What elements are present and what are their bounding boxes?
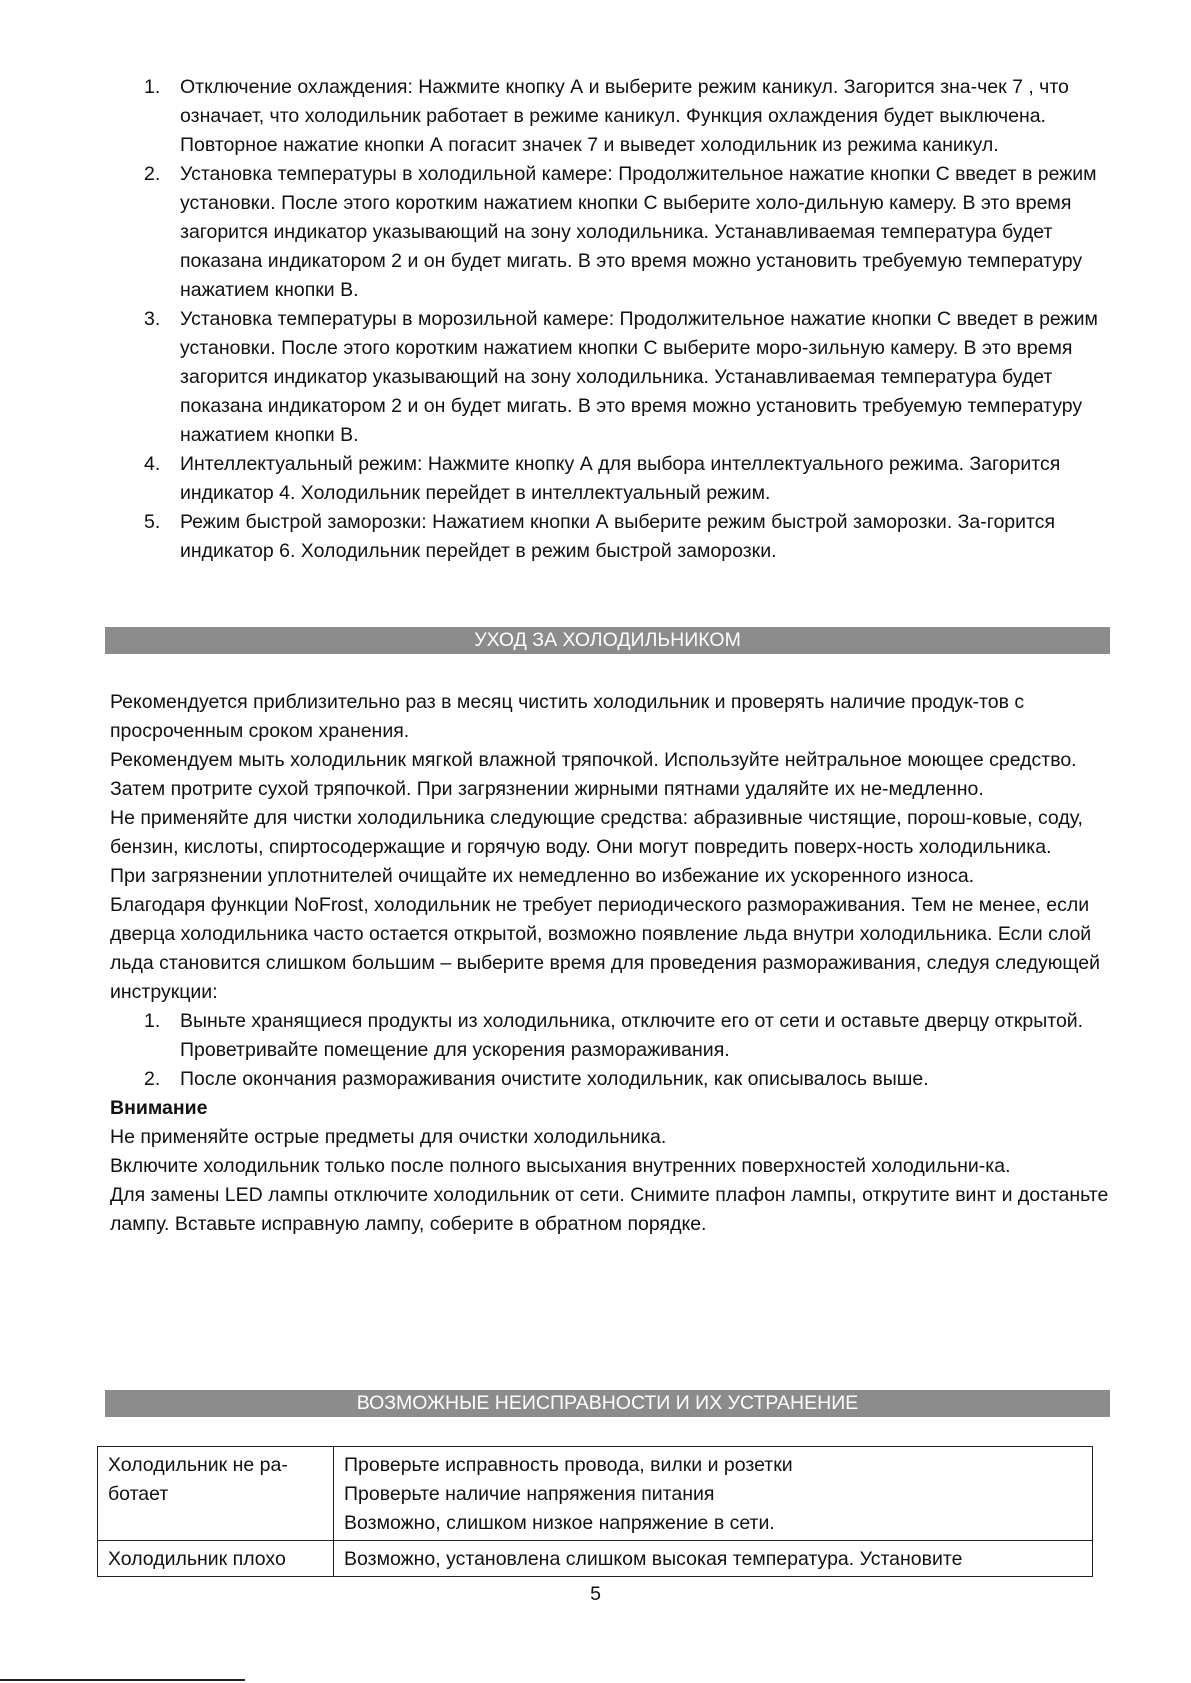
- care-section-body: [110, 688, 1110, 1239]
- remedy-line: Проверьте исправность провода, вилки и розетки: [344, 1454, 793, 1476]
- list-text: Выньте хранящиеся продукты из холодильника, отключите его от сети и оставьте дверцу открытой. Проветривайте помещение для ускорения размораживания.: [180, 1010, 1084, 1061]
- list-item: [110, 160, 1105, 305]
- problem-cell: Холодильник плохо: [98, 1541, 334, 1577]
- footer-rule: [0, 1679, 245, 1681]
- defrost-steps: [110, 1007, 1110, 1094]
- paragraph: Включите холодильник только после полного высыхания внутренних поверхностей холодильни-ка.: [110, 1155, 1011, 1177]
- list-item: [110, 305, 1105, 450]
- faults-section-heading: ВОЗМОЖНЫЕ НЕИСПРАВНОСТИ И ИХ УСТРАНЕНИЕ: [105, 1390, 1110, 1417]
- faults-table: [97, 1446, 1093, 1577]
- page-number: 5: [590, 1583, 601, 1605]
- paragraph: Для замены LED лампы отключите холодильник от сети. Снимите плафон лампы, открутите винт и достаньте лампу. Вставьте исправную лампу, соберите в обратном порядке.: [110, 1184, 1109, 1235]
- list-text: Интеллектуальный режим: Нажмите кнопку А для выбора интеллектуального режима. Загорится индикатор 4. Холодильник перейдет в интеллектуальный режим.: [180, 453, 1061, 504]
- list-number: 5.: [144, 511, 161, 533]
- control-panel-instructions: [110, 73, 1105, 566]
- table-row: [98, 1541, 1093, 1577]
- remedy-line: Возможно, установлена слишком высокая температура. Установите: [344, 1548, 963, 1570]
- list-text: После окончания размораживания очистите холодильник, как описывалось выше.: [180, 1068, 929, 1090]
- remedy-line: Проверьте наличие напряжения питания: [344, 1483, 715, 1505]
- paragraph: Рекомендуется приблизительно раз в месяц чистить холодильник и проверять наличие продук-тов с просроченным сроком хранения.: [110, 691, 1025, 742]
- list-text: Режим быстрой заморозки: Нажатием кнопки А выберите режим быстрой заморозки. За-горится индикатор 6. Холодильник перейдет в режим быстрой заморозки.: [180, 511, 1056, 562]
- care-section-heading: УХОД ЗА ХОЛОДИЛЬНИКОМ: [105, 627, 1110, 654]
- table-row: [98, 1447, 1093, 1541]
- problem-cell: Холодильник не ра-ботает: [98, 1447, 334, 1541]
- remedy-line: Возможно, слишком низкое напряжение в сети.: [344, 1512, 775, 1534]
- paragraph: Рекомендуем мыть холодильник мягкой влажной тряпочкой. Используйте нейтральное моющее средство. Затем протрите сухой тряпочкой. При загрязнении жирными пятнами удаляйте их не-медленно.: [110, 749, 1077, 800]
- paragraph: При загрязнении уплотнителей очищайте их немедленно во избежание их ускоренного износа.: [110, 865, 975, 887]
- paragraph: Не применяйте острые предметы для очистки холодильника.: [110, 1126, 667, 1148]
- list-item: [110, 508, 1105, 566]
- list-text: Установка температуры в морозильной камере: Продолжительное нажатие кнопки С введет в режим установки. После этого коротким нажатием кнопки С выберите моро-зильную камеру. В это время загорится индикатор указывающий на зону холодильника. Устанавливаемая температура будет показана индикатором 2 и он будет мигать. В это время можно установить требуемую температуру нажатием кнопки В.: [180, 308, 1098, 446]
- list-number: 2.: [144, 163, 161, 185]
- attention-heading: Внимание: [110, 1097, 208, 1119]
- remedy-cell: [334, 1541, 1093, 1577]
- list-number: 1.: [144, 76, 161, 98]
- list-number: 2.: [144, 1068, 161, 1090]
- list-item: [110, 73, 1105, 160]
- list-text: Установка температуры в холодильной камере: Продолжительное нажатие кнопки С введет в режим установки. После этого коротким нажатием кнопки С выберите холо-дильную камеру. В это время загорится индикатор указывающий на зону холодильника. Устанавливаемая температура будет показана индикатором 2 и он будет мигать. В это время можно установить требуемую температуру нажатием кнопки В.: [180, 163, 1097, 301]
- list-number: 1.: [144, 1010, 161, 1032]
- remedy-cell: [334, 1447, 1093, 1541]
- list-number: 3.: [144, 308, 161, 330]
- paragraph: Благодаря функции NoFrost, холодильник не требует периодического размораживания. Тем не менее, если дверца холодильника часто остается открытой, возможно появление льда внутри холодильника. Если слой льда становится слишком большим – выберите время для проведения размораживания, следуя следующей инструкции:: [110, 894, 1100, 1003]
- list-number: 4.: [144, 453, 161, 475]
- list-item: [110, 1007, 1110, 1065]
- list-item: [110, 450, 1105, 508]
- paragraph: Не применяйте для чистки холодильника следующие средства: абразивные чистящие, порош-ковые, соду, бензин, кислоты, спиртосодержащие и горячую воду. Они могут повредить поверх-ность холодильника.: [110, 807, 1083, 858]
- list-item: [110, 1065, 1110, 1094]
- list-text: Отключение охлаждения: Нажмите кнопку А и выберите режим каникул. Загорится зна-чек 7 , что означает, что холодильник работает в режиме каникул. Функция охлаждения будет выключена. Повторное нажатие кнопки А погасит значек 7 и выведет холодильник из режима каникул.: [180, 76, 1069, 156]
